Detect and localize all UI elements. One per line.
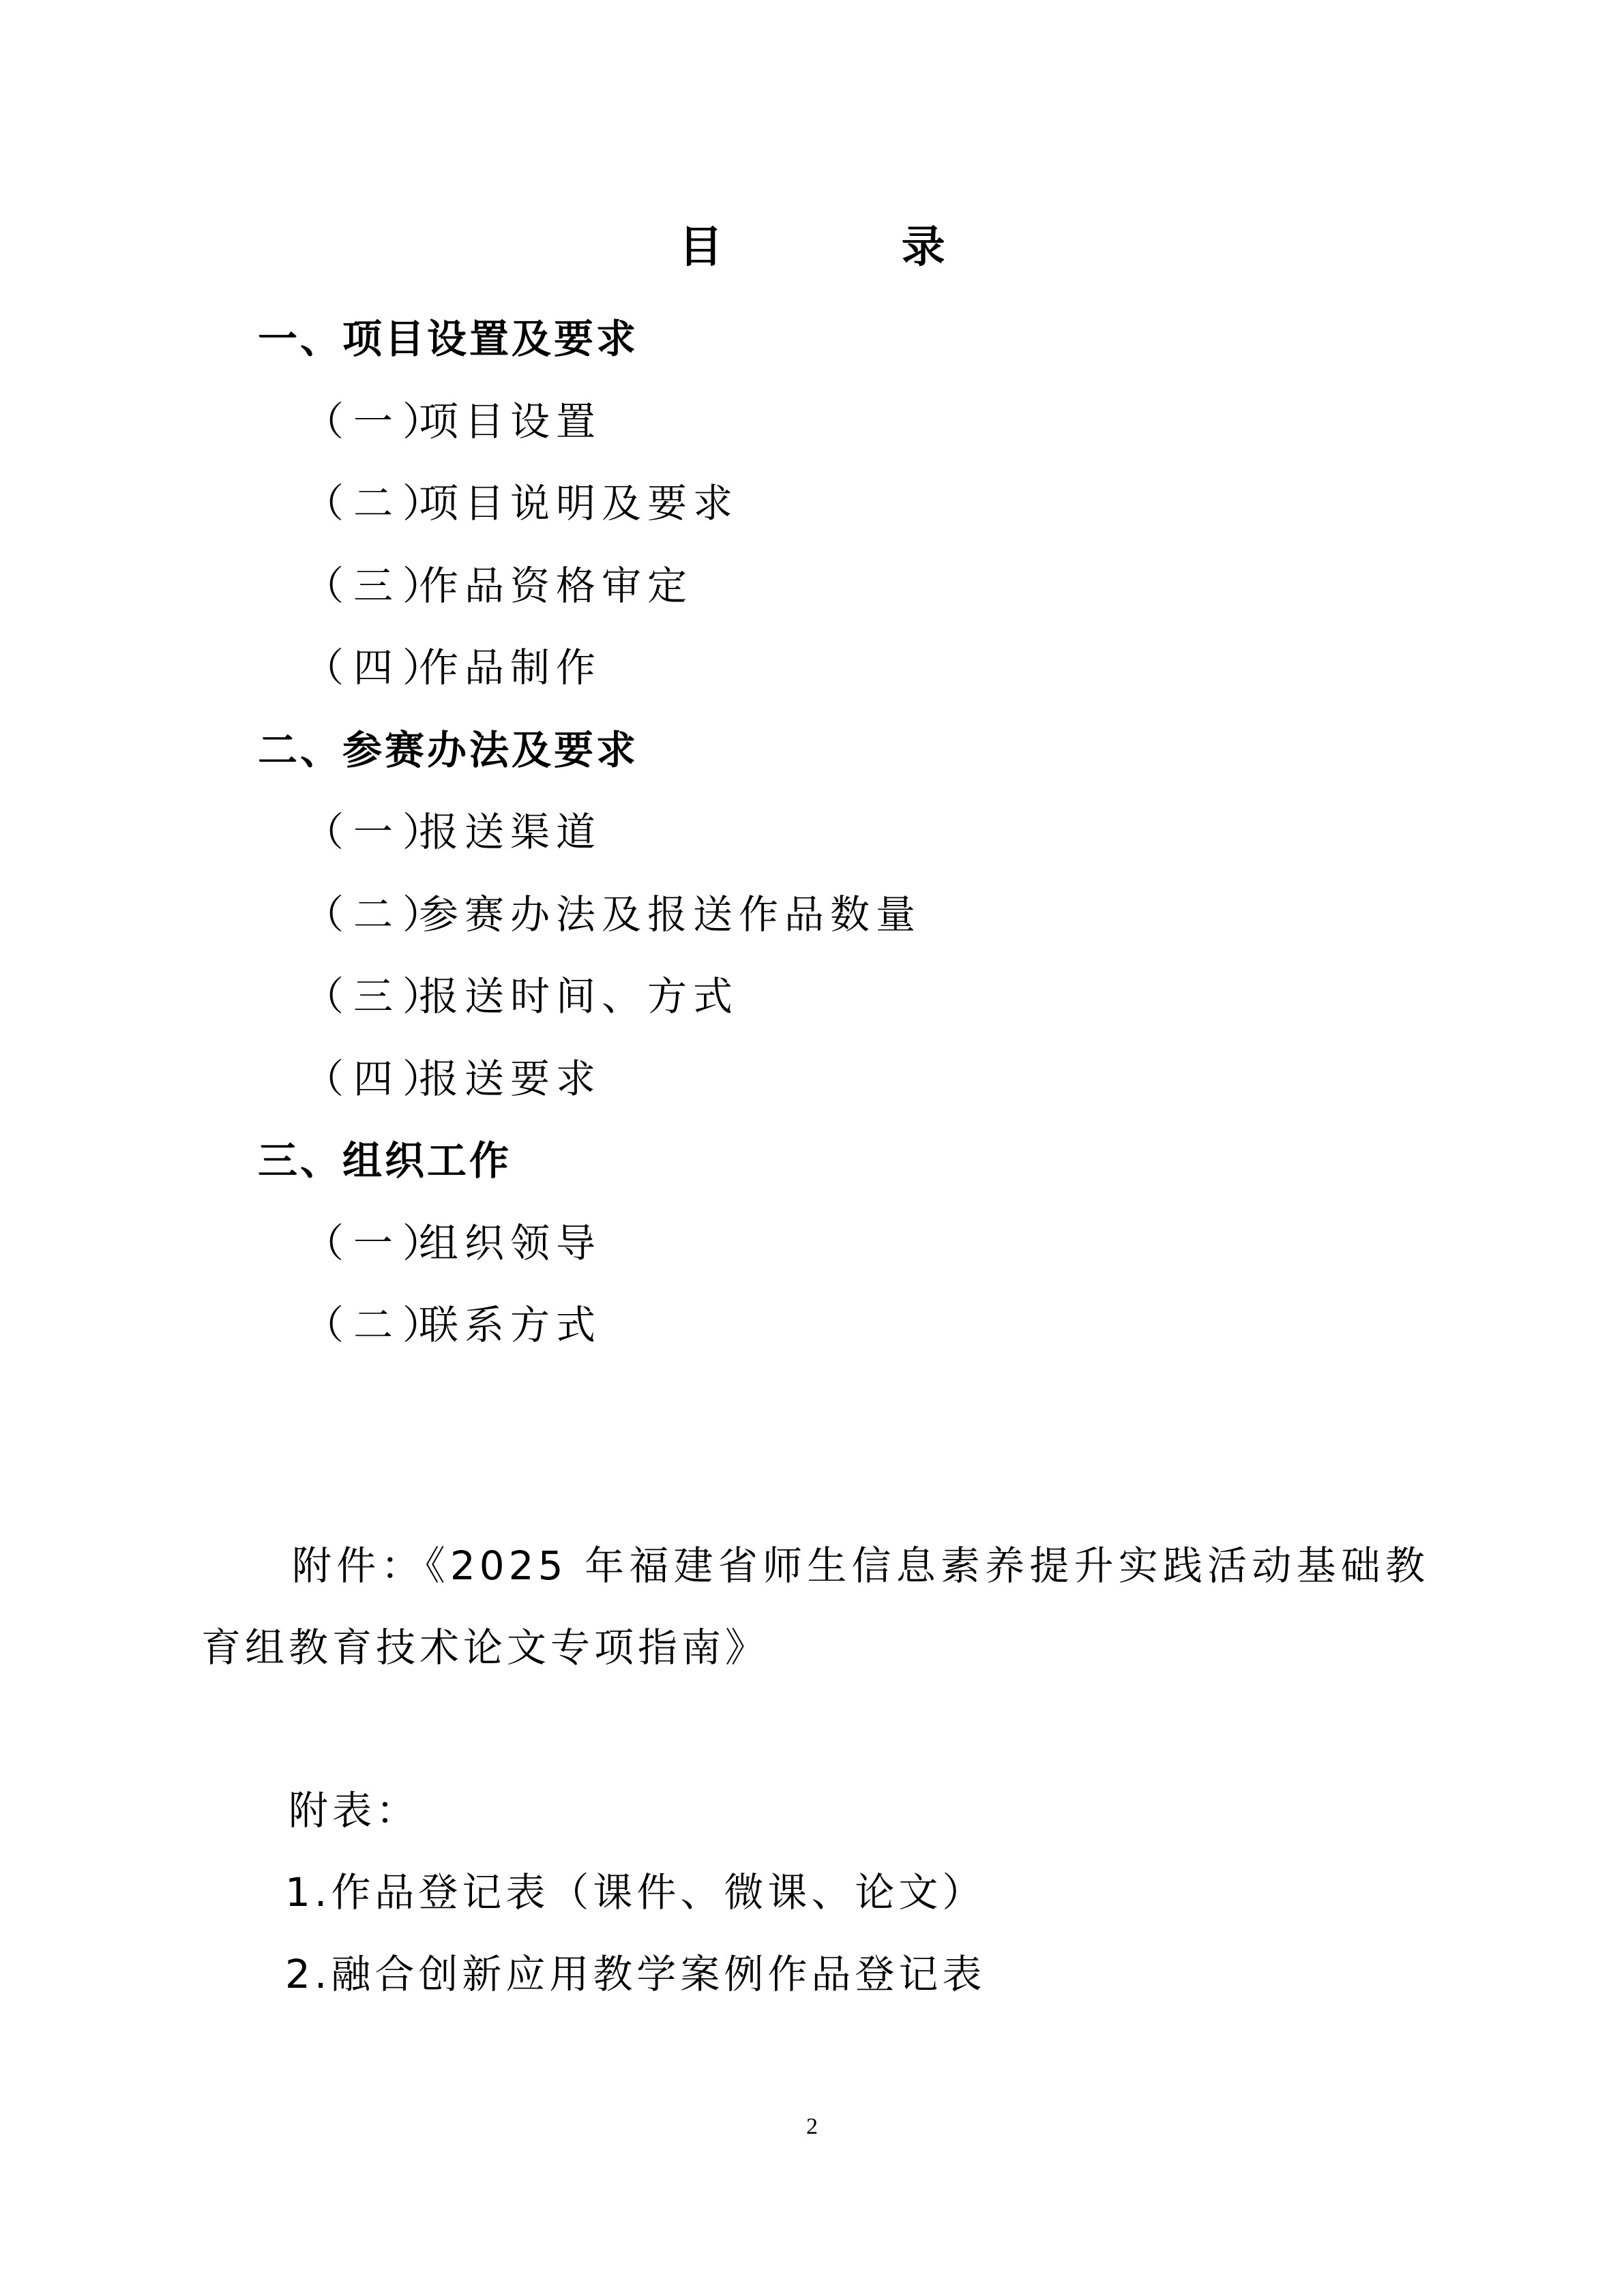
toc-item-3-2 xyxy=(0,1281,1624,1363)
toc-item-3-1 xyxy=(0,1199,1624,1281)
toc-item-text: 报送时间、方式 xyxy=(419,973,739,1020)
toc-item-text: 项目设置 xyxy=(419,398,602,445)
toc-item-text: 作品资格审定 xyxy=(419,562,694,609)
toc-item-2-3 xyxy=(0,952,1624,1034)
toc-item-1-1 xyxy=(0,377,1624,460)
toc-item-text: 作品制作 xyxy=(419,644,602,691)
toc-item-number: （一） xyxy=(304,809,452,856)
toc-item-text: 报送渠道 xyxy=(419,809,602,856)
page-title: 目 录 xyxy=(679,222,1027,273)
toc-section-label: 三、组织工作 xyxy=(258,1137,512,1184)
attached-tables-heading: 附表： xyxy=(289,1787,420,1834)
toc-item-1-4 xyxy=(0,623,1624,706)
toc-section-label: 二、参赛办法及要求 xyxy=(258,726,639,773)
toc-item-2-4 xyxy=(0,1034,1624,1117)
toc-section-label: 一、项目设置及要求 xyxy=(258,316,639,363)
toc-item-number: （二） xyxy=(304,1302,452,1349)
toc-item-1-3 xyxy=(0,541,1624,624)
page-number: 2 xyxy=(806,2114,818,2139)
toc-section-1 xyxy=(0,295,1624,377)
attached-table-item-2: 2.融合创新应用教学案例作品登记表 xyxy=(285,1951,986,1997)
toc-item-number: （二） xyxy=(304,480,452,527)
toc-item-2-1 xyxy=(0,788,1624,870)
toc-item-number: （三） xyxy=(304,973,452,1020)
toc-item-number: （二） xyxy=(304,891,452,938)
table-of-contents xyxy=(0,295,1624,1363)
toc-item-number: （一） xyxy=(304,1219,452,1266)
toc-item-number: （四） xyxy=(304,644,452,691)
toc-item-number: （一） xyxy=(304,398,452,445)
toc-item-text: 参赛办法及报送作品数量 xyxy=(419,891,922,938)
attached-tables xyxy=(285,1770,986,2015)
toc-item-text: 组织领导 xyxy=(419,1219,602,1266)
attachment-note xyxy=(201,1525,1429,1688)
toc-item-text: 联系方式 xyxy=(419,1302,602,1349)
attached-table-item-1: 1.作品登记表（课件、微课、论文） xyxy=(285,1869,986,1915)
attachment-text: 附件：《2025 年福建省师生信息素养提升实践活动基础教育组教育技术论文专项指南》 xyxy=(201,1542,1429,1671)
toc-item-1-2 xyxy=(0,459,1624,541)
toc-section-3 xyxy=(0,1116,1624,1199)
toc-item-number: （四） xyxy=(304,1055,452,1102)
toc-item-2-2 xyxy=(0,870,1624,953)
toc-section-2 xyxy=(0,706,1624,788)
toc-item-number: （三） xyxy=(304,562,452,609)
toc-item-text: 报送要求 xyxy=(419,1055,602,1102)
toc-item-text: 项目说明及要求 xyxy=(419,480,739,527)
